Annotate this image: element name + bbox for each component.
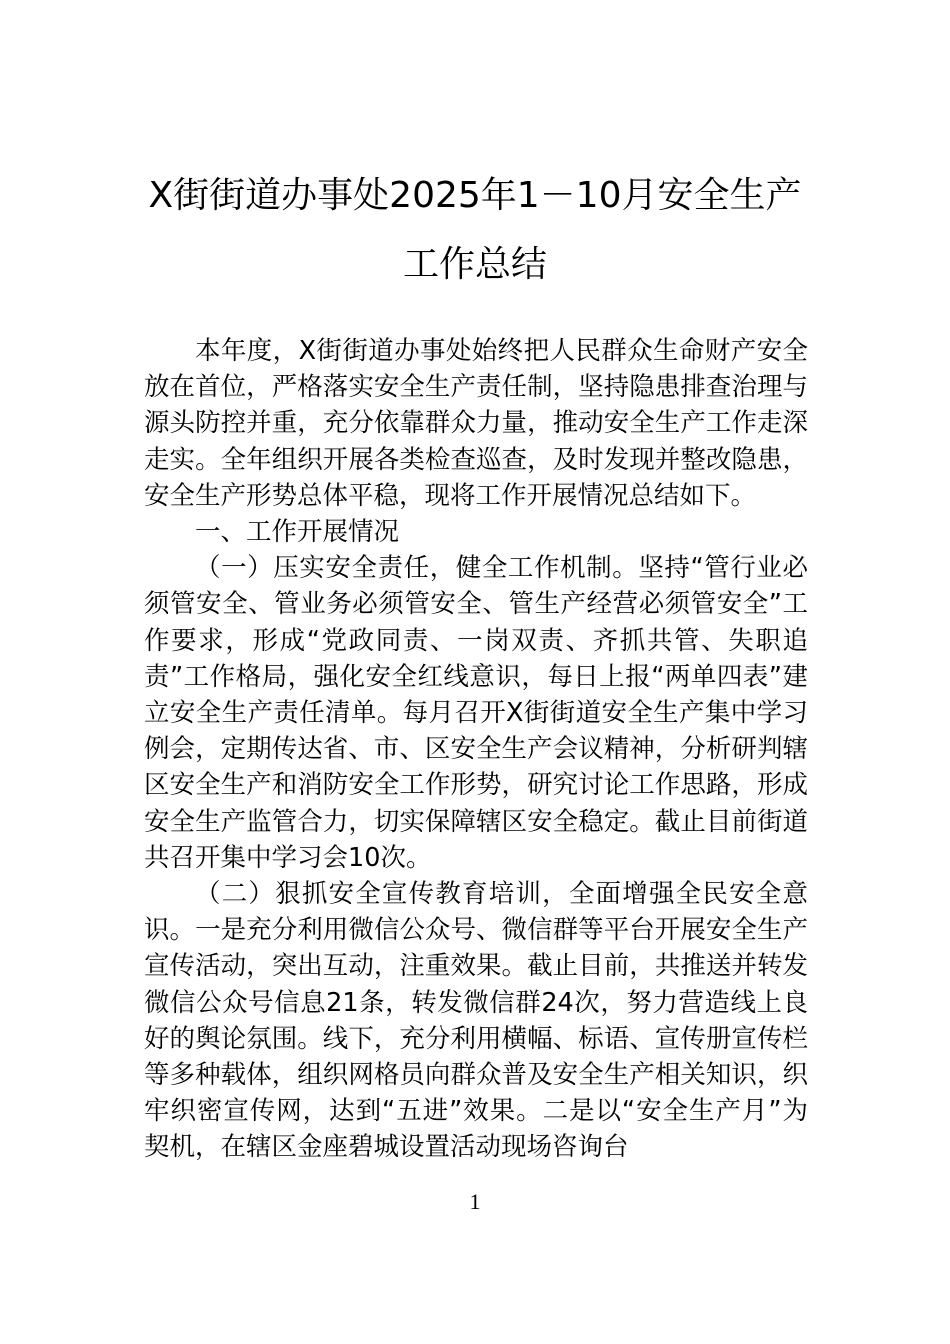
section-heading: 一、工作开展情况 bbox=[195, 517, 400, 548]
body-paragraph: （一）压实安全责任，健全工作机制。坚持“管行业必须管安全、管业务必须管安全、管生产经营必须管安全”工作要求，形成“党政同责、一岗双责、齐抓共管、失职追责”工作格局，强化安全红线意识，每日上报“两单四表”建立安全生产责任清单。每月召开X街街道安全生产集中学习例会，定期传达省、市、区安全生产会议精神，分析研判辖区安全生产和消防安全工作形势，研究讨论工作思路，形成安全生产监管合力，切实保障辖区安全稳定。截止目前街道共召开集中学习会10次。 bbox=[144, 553, 808, 873]
document-title-line-2: 工作总结 bbox=[402, 244, 547, 285]
intro-paragraph: 本年度，X街街道办事处始终把人民群众生命财产安全放在首位，严格落实安全生产责任制，坚持隐患排查治理与源头防控并重，充分依靠群众力量，推动安全生产工作走深走实。全年组织开展各类检查巡查，及时发现并整改隐患，安全生产形势总体平稳，现将工作开展情况总结如下。 bbox=[144, 336, 808, 511]
page-number: 1 bbox=[469, 1189, 481, 1214]
body-paragraph: （二）狠抓安全宣传教育培训，全面增强全民安全意识。一是充分利用微信公众号、微信群等平台开展安全生产宣传活动，突出互动，注重效果。截止目前，共推送并转发微信公众号信息21条，转发微信群24次，努力营造线上良好的舆论氛围。线下，充分利用横幅、标语、宣传册宣传栏等多种载体，组织网格员向群众普及安全生产相关知识，织牢织密宣传网，达到“五进”效果。二是以“安全生产月”为契机，在辖区金座碧城设置活动现场咨询台 bbox=[144, 879, 808, 1163]
document-body bbox=[144, 333, 808, 1166]
document-title-line-1: X街街道办事处2025年1－10月安全生产 bbox=[148, 175, 802, 216]
